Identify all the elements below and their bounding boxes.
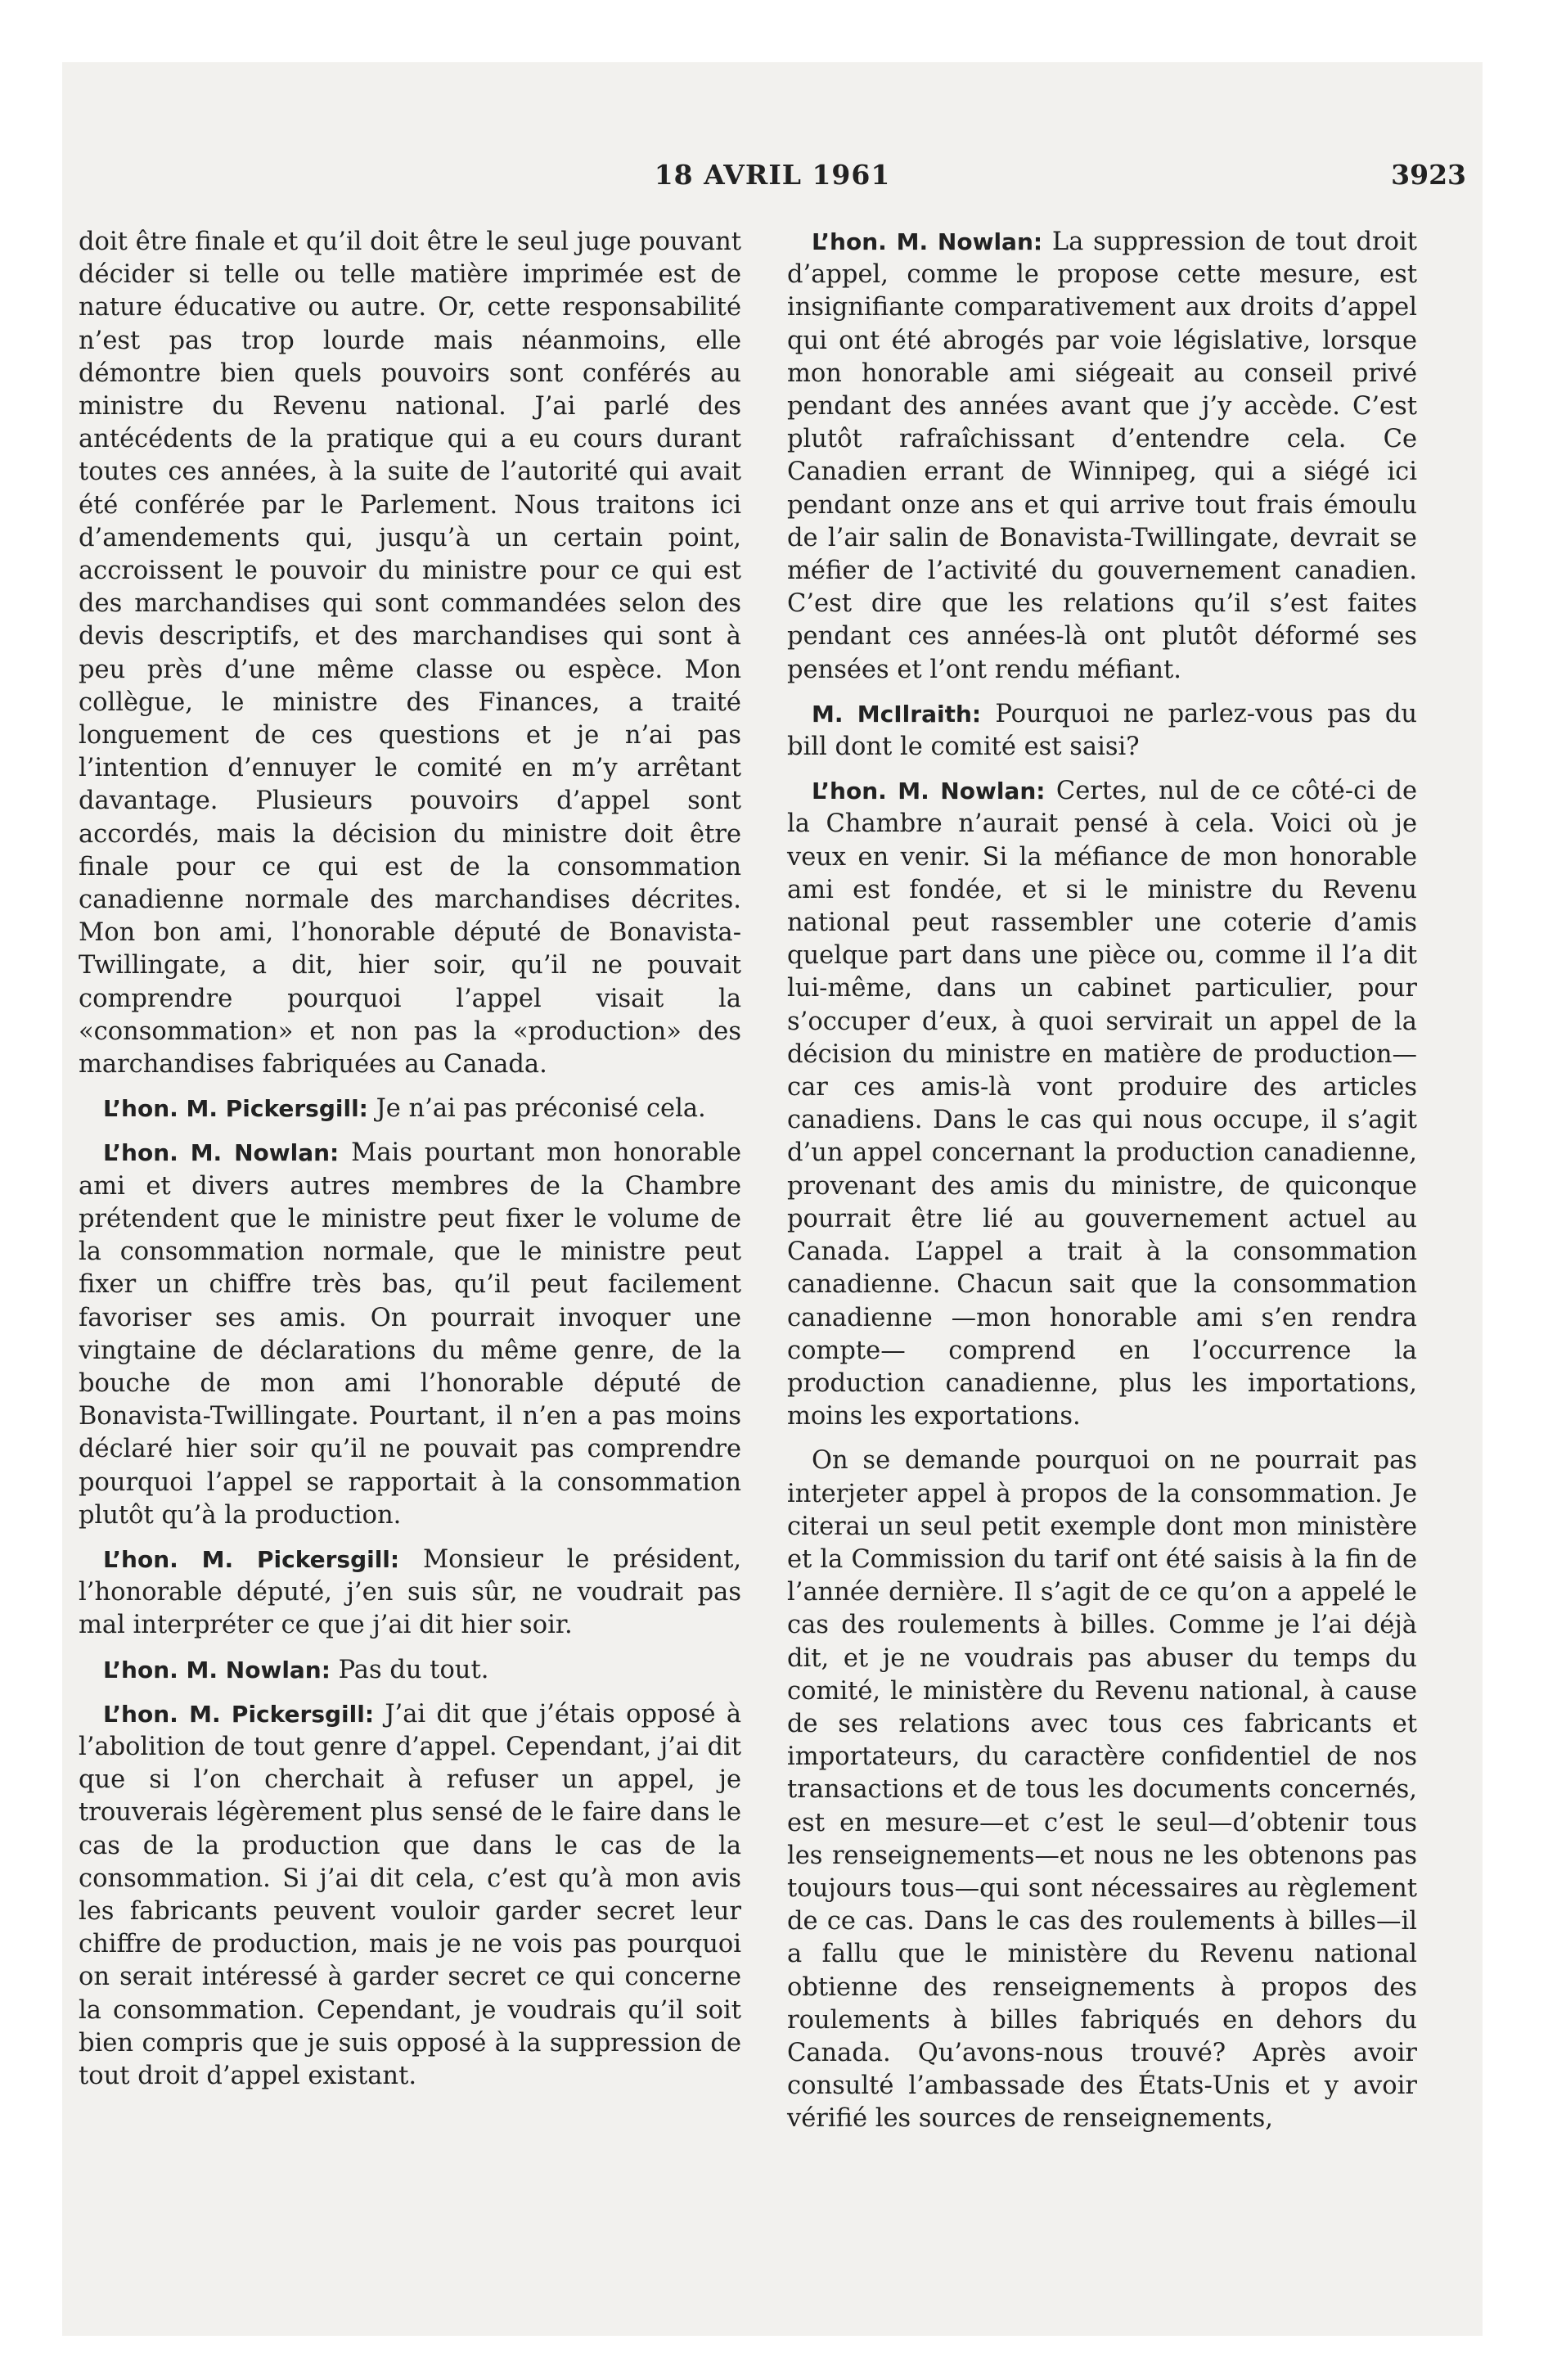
paragraph: L’hon. M. Nowlan: Mais pourtant mon honorable ami et divers autres membres de la Chambre prétendent que le ministre peut fixer le volume de la consommation normale, que le ministre peut fixer un chiffre très bas, qu’il peut facilement favoriser ses amis. On pourrait invoquer une vingtaine de déclarations du même genre, de la bouche de mon ami l’honorable député de Bonavista-Twillingate. Pourtant, il n’en a pas moins déclaré hier soir qu’il ne pouvait pas comprendre pourquoi l’appel se rapportait à la consommation plutôt qu’à la production. <box>79 1138 741 1530</box>
paragraph: L’hon. M. Pickersgill: Monsieur le président, l’honorable député, j’en suis sûr, ne voudrait pas mal interpréter ce que j’ai dit hier soir. <box>79 1544 742 1640</box>
right-column <box>787 226 1417 2148</box>
paragraph: M. McIlraith: Pourquoi ne parlez-vous pas du bill dont le comité est saisi? <box>787 699 1417 762</box>
paragraph: L’hon. M. Nowlan: Pas du tout. <box>103 1655 489 1684</box>
paragraph: doit être finale et qu’il doit être le seul juge pouvant décider si telle ou telle matière imprimée est de nature éducative ou autre. Or, cette responsabilité n’est pas trop lourde mais néanmoins, elle démontre bien quels pouvoirs sont conférés au ministre du Revenu national. J’ai parlé des antécédents de la pratique qui a eu cours durant toutes ces années, à la suite de l’autorité qui avait été conférée par le Parlement. Nous traitons ici d’amendements qui, jusqu’à un certain point, accroissent le pouvoir du ministre pour ce qui est des marchandises qui sont commandées selon des devis descriptifs, et des marchandises qui sont à peu près d’une même classe ou espèce. Mon collègue, le ministre des Finances, a traité longuement de ces questions et je n’ai pas l’intention d’ennuyer le comité en m’y arrêtant davantage. Plusieurs pouvoirs d’appel sont accordés, mais la décision du ministre doit être finale pour ce qui est de la consommation canadienne normale des marchandises décrites. Mon bon ami, l’honorable député de Bonavista-Twillingate, a dit, hier soir, qu’il ne pouvait comprendre pourquoi l’appel visait la «consommation» et non pas la «production» des marchandises fabriquées au Canada. <box>79 228 741 1080</box>
document-page <box>62 62 1483 2336</box>
page-date: 18 AVRIL 1961 <box>654 159 891 191</box>
running-head <box>62 159 1483 208</box>
left-column <box>79 226 741 2104</box>
paragraph: L’hon. M. Nowlan: La suppression de tout droit d’appel, comme le propose cette mesure, est insignifiante comparativement aux droits d’appel qui ont été abrogés par voie législative, lorsque mon honorable ami siégeait au conseil privé pendant des années avant que j’y accède. C’est plutôt rafraîchissant d’entendre cela. Ce Canadien errant de Winnipeg, qui a siégé ici pendant onze ans et qui arrive tout frais émoulu de l’air salin de Bonavista-Twillingate, devrait se méfier de l’activité du gouvernement canadien. C’est dire que les relations qu’il s’est faites pendant ces années-là ont plutôt déformé ses pensées et l’ont rendu méfiant. <box>787 228 1418 684</box>
paragraph: L’hon. M. Pickersgill: Je n’ai pas préconisé cela. <box>103 1094 706 1124</box>
page-number: 3923 <box>1391 159 1466 191</box>
paragraph: L’hon. M. Pickersgill: J’ai dit que j’étais opposé à l’abolition de tout genre d’appel. Cependant, j’ai dit que si l’on cherchait à refuser un appel, je trouverais légèrement plus sensé de le faire dans le cas de la production que dans le cas de la consommation. Si j’ai dit cela, c’est qu’à mon avis les fabricants peuvent vouloir garder secret leur chiffre de production, mais je ne vois pas pourquoi on serait intéressé à garder secret ce qui concerne la consommation. Cependant, je voudrais qu’il soit bien compris que je suis opposé à la suppression de tout droit d’appel existant. <box>79 1699 742 2090</box>
paragraph: L’hon. M. Nowlan: Certes, nul de ce côté-ci de la Chambre n’aurait pensé à cela. Voici où je veux en venir. Si la méfiance de mon honorable ami est fondée, et si le ministre du Revenu national peut rassembler une coterie d’amis quelque part dans une pièce ou, comme il l’a dit lui-même, dans un cabinet particulier, pour s’occuper d’eux, à quoi servirait un appel de la décision du ministre en matière de production—car ces amis-là vont produire des articles canadiens. Dans le cas qui nous occupe, il s’agit d’un appel concernant la production canadienne, provenant des amis du ministre, de quiconque pourrait être lié au gouvernement actuel au Canada. L’appel a trait à la consommation canadienne. Chacun sait que la consommation canadienne —mon honorable ami s’en rendra compte— comprend en l’occurrence la production canadienne, plus les importations, moins les exportations. <box>787 777 1417 1431</box>
paragraph: On se demande pourquoi on ne pourrait pas interjeter appel à propos de la consommation. Je citerai un seul petit exemple dont mon ministère et la Commission du tarif ont été saisis à la fin de l’année dernière. Il s’agit de ce qu’on a appelé le cas des roulements à billes. Comme je l’ai déjà dit, et je ne voudrais pas abuser du temps du comité, le ministère du Revenu national, à cause de ses relations avec tous ces fabricants et importateurs, du caractère confidentiel de nos transactions et de tous les documents concernés, est en mesure—et c’est le seul—d’obtenir tous les renseignements—et nous ne les obtenons pas toujours tous—qui sont nécessaires au règlement de ce cas. Dans le cas des roulements à billes—il a fallu que le ministère du Revenu national obtienne des renseignements à propos des roulements à billes fabriqués en dehors du Canada. Qu’avons-nous trouvé? Après avoir consulté l’ambassade des États-Unis et y avoir vérifié les sources de renseignements, <box>787 1446 1417 2134</box>
